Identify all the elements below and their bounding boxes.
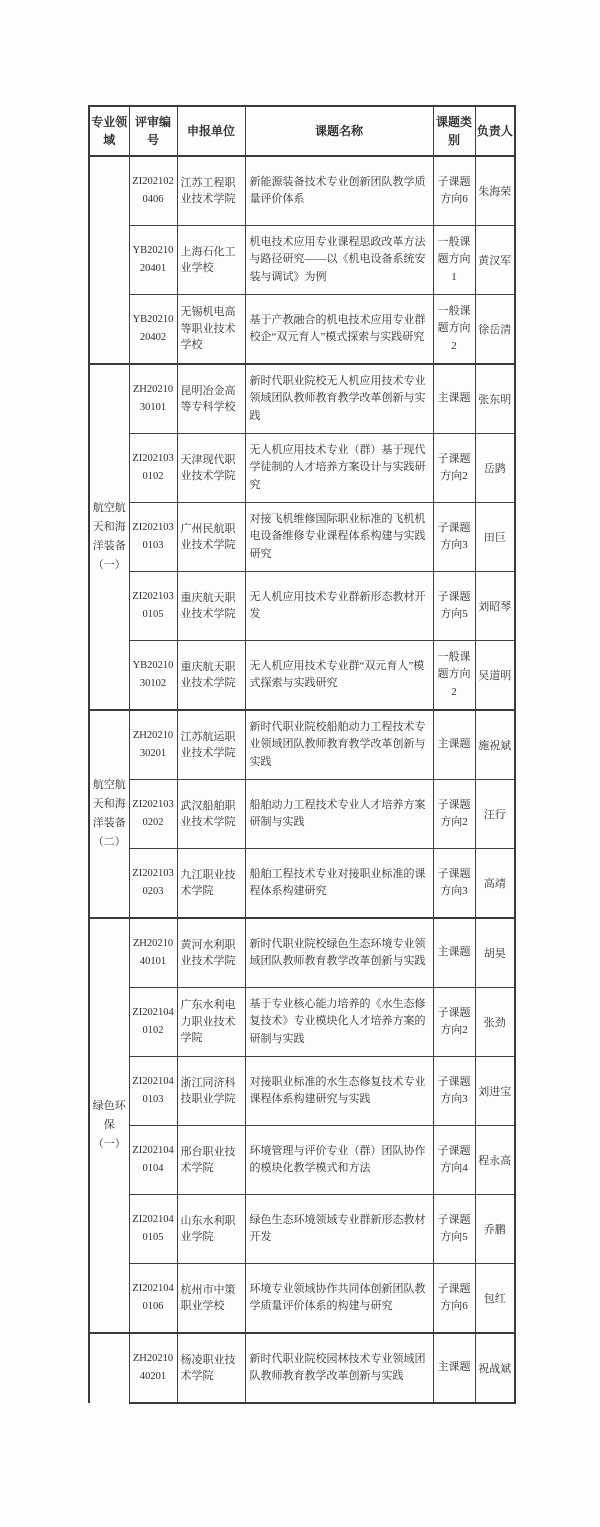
table-row <box>89 849 515 919</box>
review-id-cell: YB2021030102 <box>129 641 177 711</box>
table-row <box>89 1264 515 1334</box>
leader-cell: 施祝斌 <box>475 710 515 780</box>
review-id-cell: ZH2021040101 <box>129 918 177 988</box>
unit-cell: 昆明冶金高等专科学校 <box>177 364 245 434</box>
field-group-cell: 航空航天和海洋装备（一） <box>89 364 129 710</box>
table-row <box>89 780 515 849</box>
category-cell: 子课题方向2 <box>433 780 475 849</box>
topic-title-cell: 对接飞机维修国际职业标准的飞机机电设备维修专业课程体系构建与实践研究 <box>245 503 433 572</box>
leader-cell: 胡昊 <box>475 918 515 988</box>
topic-title-cell: 新时代职业院校绿色生态环境专业领域团队教师教育教学改革创新与实践 <box>245 918 433 988</box>
unit-cell: 黄河水利职业技术学院 <box>177 918 245 988</box>
header-row <box>89 106 515 156</box>
field-group-cell: 绿色环保（一） <box>89 918 129 1333</box>
table-body <box>89 156 515 1403</box>
projects-table <box>88 105 516 1404</box>
category-cell: 子课题方向3 <box>433 503 475 572</box>
topic-title-cell: 无人机应用技术专业（群）基于现代学徒制的人才培养方案设计与实践研究 <box>245 434 433 503</box>
table-row <box>89 988 515 1057</box>
leader-cell: 刘昭琴 <box>475 572 515 641</box>
unit-cell: 杨凌职业技术学院 <box>177 1333 245 1403</box>
review-id-cell: ZI2021030102 <box>129 434 177 503</box>
unit-cell: 杭州市中策职业学校 <box>177 1264 245 1334</box>
table-row <box>89 641 515 711</box>
topic-title-cell: 对接职业标准的水生态修复技术专业课程体系构建研究与实践 <box>245 1057 433 1126</box>
table-row <box>89 710 515 780</box>
table-row <box>89 364 515 434</box>
category-cell: 主课题 <box>433 710 475 780</box>
unit-cell: 无锡机电高等职业技术学校 <box>177 295 245 365</box>
column-header: 课题类别 <box>433 106 475 156</box>
table-row <box>89 503 515 572</box>
topic-title-cell: 新能源装备技术专业创新团队教学质量评价体系 <box>245 156 433 226</box>
unit-cell: 江苏航运职业技术学院 <box>177 710 245 780</box>
review-id-cell: ZI2021030103 <box>129 503 177 572</box>
category-cell: 主课题 <box>433 364 475 434</box>
table-row <box>89 1057 515 1126</box>
column-header: 课题名称 <box>245 106 433 156</box>
topic-title-cell: 环境专业领域协作共同体创新团队教学质量评价体系的构建与研究 <box>245 1264 433 1334</box>
unit-cell: 武汉船舶职业技术学院 <box>177 780 245 849</box>
table-row <box>89 918 515 988</box>
leader-cell: 吴道明 <box>475 641 515 711</box>
topic-title-cell: 环境管理与评价专业（群）团队协作的模块化教学模式和方法 <box>245 1126 433 1195</box>
topic-title-cell: 新时代职业院校无人机应用技术专业领域团队教师教育教学改革创新与实践 <box>245 364 433 434</box>
field-group-cell <box>89 156 129 364</box>
topic-title-cell: 新时代职业院校园林技术专业领域团队教师教育教学改革创新与实践 <box>245 1333 433 1403</box>
unit-cell: 重庆航天职业技术学院 <box>177 572 245 641</box>
unit-cell: 广州民航职业技术学院 <box>177 503 245 572</box>
topic-title-cell: 船舶工程技术专业对接职业标准的课程体系构建研究 <box>245 849 433 919</box>
category-cell: 主课题 <box>433 1333 475 1403</box>
leader-cell: 岳鹍 <box>475 434 515 503</box>
category-cell: 子课题方向4 <box>433 1126 475 1195</box>
category-cell: 一般课题方向2 <box>433 641 475 711</box>
table-row <box>89 156 515 226</box>
table-row <box>89 295 515 365</box>
review-id-cell: ZI2021030203 <box>129 849 177 919</box>
topic-title-cell: 无人机应用技术专业群新形态教材开发 <box>245 572 433 641</box>
field-group-cell <box>89 1333 129 1403</box>
leader-cell: 黄汉军 <box>475 226 515 295</box>
category-cell: 一般课题方向2 <box>433 295 475 365</box>
unit-cell: 浙江同济科技职业学院 <box>177 1057 245 1126</box>
table-row <box>89 1126 515 1195</box>
category-cell: 主课题 <box>433 918 475 988</box>
leader-cell: 乔鹏 <box>475 1195 515 1264</box>
review-id-cell: ZI2021020406 <box>129 156 177 226</box>
table-row <box>89 572 515 641</box>
review-id-cell: ZI2021030105 <box>129 572 177 641</box>
review-id-cell: ZH2021030201 <box>129 710 177 780</box>
table-row <box>89 226 515 295</box>
review-id-cell: ZI2021030202 <box>129 780 177 849</box>
table-row <box>89 1195 515 1264</box>
review-id-cell: ZH2021030101 <box>129 364 177 434</box>
column-header: 评审编号 <box>129 106 177 156</box>
review-id-cell: ZH2021040201 <box>129 1333 177 1403</box>
unit-cell: 九江职业技术学院 <box>177 849 245 919</box>
unit-cell: 上海石化工业学校 <box>177 226 245 295</box>
review-id-cell: ZI2021040102 <box>129 988 177 1057</box>
unit-cell: 广东水利电力职业技术学院 <box>177 988 245 1057</box>
review-id-cell: YB2021020401 <box>129 226 177 295</box>
category-cell: 子课题方向6 <box>433 156 475 226</box>
table-row <box>89 434 515 503</box>
column-header: 申报单位 <box>177 106 245 156</box>
leader-cell: 高靖 <box>475 849 515 919</box>
topic-title-cell: 无人机应用技术专业群“双元育人”模式探索与实践研究 <box>245 641 433 711</box>
topic-title-cell: 绿色生态环境领域专业群新形态教材开发 <box>245 1195 433 1264</box>
unit-cell: 天津现代职业技术学院 <box>177 434 245 503</box>
review-id-cell: ZI2021040104 <box>129 1126 177 1195</box>
column-header: 专业领域 <box>89 106 129 156</box>
review-id-cell: YB2021020402 <box>129 295 177 365</box>
review-id-cell: ZI2021040106 <box>129 1264 177 1334</box>
topic-title-cell: 船舶动力工程技术专业人才培养方案研制与实践 <box>245 780 433 849</box>
unit-cell: 江苏工程职业技术学院 <box>177 156 245 226</box>
topic-title-cell: 基于产教融合的机电技术应用专业群校企“双元育人”模式探索与实践研究 <box>245 295 433 365</box>
field-group-cell: 航空航天和海洋装备（二） <box>89 710 129 918</box>
leader-cell: 朱海荣 <box>475 156 515 226</box>
category-cell: 子课题方向2 <box>433 434 475 503</box>
leader-cell: 张东明 <box>475 364 515 434</box>
category-cell: 子课题方向3 <box>433 1057 475 1126</box>
topic-title-cell: 新时代职业院校船舶动力工程技术专业领域团队教师教育教学改革创新与实践 <box>245 710 433 780</box>
column-header: 负责人 <box>475 106 515 156</box>
leader-cell: 汪行 <box>475 780 515 849</box>
category-cell: 子课题方向6 <box>433 1264 475 1334</box>
leader-cell: 张劲 <box>475 988 515 1057</box>
review-id-cell: ZI2021040105 <box>129 1195 177 1264</box>
table-row <box>89 1333 515 1403</box>
unit-cell: 山东水利职业学院 <box>177 1195 245 1264</box>
category-cell: 一般课题方向1 <box>433 226 475 295</box>
leader-cell: 祝战斌 <box>475 1333 515 1403</box>
unit-cell: 邢台职业技术学院 <box>177 1126 245 1195</box>
unit-cell: 重庆航天职业技术学院 <box>177 641 245 711</box>
topic-title-cell: 机电技术应用专业课程思政改革方法与路径研究——以《机电设备系统安装与调试》为例 <box>245 226 433 295</box>
category-cell: 子课题方向5 <box>433 572 475 641</box>
leader-cell: 程永高 <box>475 1126 515 1195</box>
category-cell: 子课题方向3 <box>433 849 475 919</box>
leader-cell: 刘进宝 <box>475 1057 515 1126</box>
review-id-cell: ZI2021040103 <box>129 1057 177 1126</box>
category-cell: 子课题方向2 <box>433 988 475 1057</box>
leader-cell: 包红 <box>475 1264 515 1334</box>
topic-title-cell: 基于专业核心能力培养的《水生态修复技术》专业模块化人才培养方案的研制与实践 <box>245 988 433 1057</box>
leader-cell: 田巨 <box>475 503 515 572</box>
leader-cell: 徐岳清 <box>475 295 515 365</box>
category-cell: 子课题方向5 <box>433 1195 475 1264</box>
